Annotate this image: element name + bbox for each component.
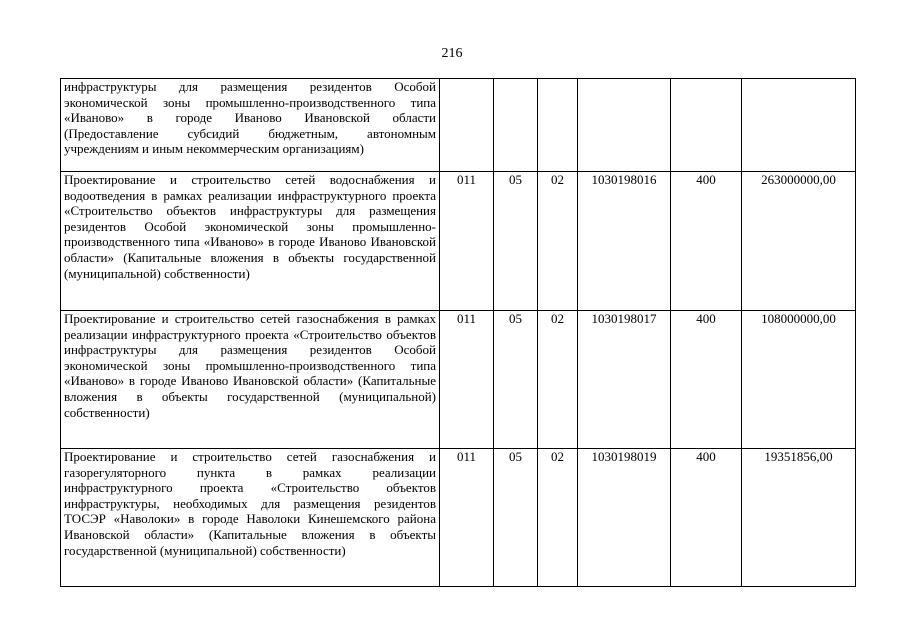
row-target-article-code: 1030198019 [578,449,671,587]
row-amount: 263000000,00 [742,172,856,311]
row-expense-type-code: 400 [671,172,742,311]
row-section-code: 05 [494,449,538,587]
row-target-article-code: 1030198017 [578,311,671,449]
table-row [61,79,856,172]
budget-table [60,78,856,587]
table-row [61,449,856,587]
row-description: инфраструктуры для размещения резидентов Особой экономической зоны промышленно-производственного типа «Иваново» в городе Иваново Ивановской области (Предоставление субсидий бюджетным, автономным учреждениям и иным некоммерческим организациям) [61,79,440,172]
row-grbs-code: 011 [440,449,494,587]
row-target-article-code: 1030198016 [578,172,671,311]
row-section-code: 05 [494,311,538,449]
row-description: Проектирование и строительство сетей газоснабжения в рамках реализации инфраструктурного проекта «Строительство объектов инфраструктуры для размещения резидентов Особой экономической зоны промышленно-производственного типа «Иваново» в городе Иваново Ивановской области» (Капитальные вложения в объекты государственной (муниципальной) собственности) [61,311,440,449]
row-expense-type-code [671,79,742,172]
row-section-code [494,79,538,172]
row-expense-type-code: 400 [671,311,742,449]
table-row [61,172,856,311]
row-description: Проектирование и строительство сетей водоснабжения и водоотведения в рамках реализации инфраструктурного проекта «Строительство объектов инфраструктуры для размещения резидентов Особой экономической зоны промышленно-производственного типа «Иваново» в городе Иваново Ивановской области» (Капитальные вложения в объекты государственной (муниципальной) собственности) [61,172,440,311]
row-amount: 108000000,00 [742,311,856,449]
row-subsection-code: 02 [538,172,578,311]
row-subsection-code: 02 [538,311,578,449]
row-subsection-code: 02 [538,449,578,587]
row-grbs-code [440,79,494,172]
row-target-article-code [578,79,671,172]
table-row [61,311,856,449]
row-amount [742,79,856,172]
row-grbs-code: 011 [440,311,494,449]
row-amount: 19351856,00 [742,449,856,587]
row-section-code: 05 [494,172,538,311]
row-description: Проектирование и строительство сетей газоснабжения и газорегуляторного пункта в рамках реализации инфраструктурного проекта «Строительство объектов инфраструктуры, необходимых для размещения резидентов ТОСЭР «Наволоки» в городе Наволоки Кинешемского района Ивановской области» (Капитальные вложения в объекты государственной (муниципальной) собственности) [61,449,440,587]
row-subsection-code [538,79,578,172]
row-grbs-code: 011 [440,172,494,311]
row-expense-type-code: 400 [671,449,742,587]
page-number: 216 [441,46,463,61]
